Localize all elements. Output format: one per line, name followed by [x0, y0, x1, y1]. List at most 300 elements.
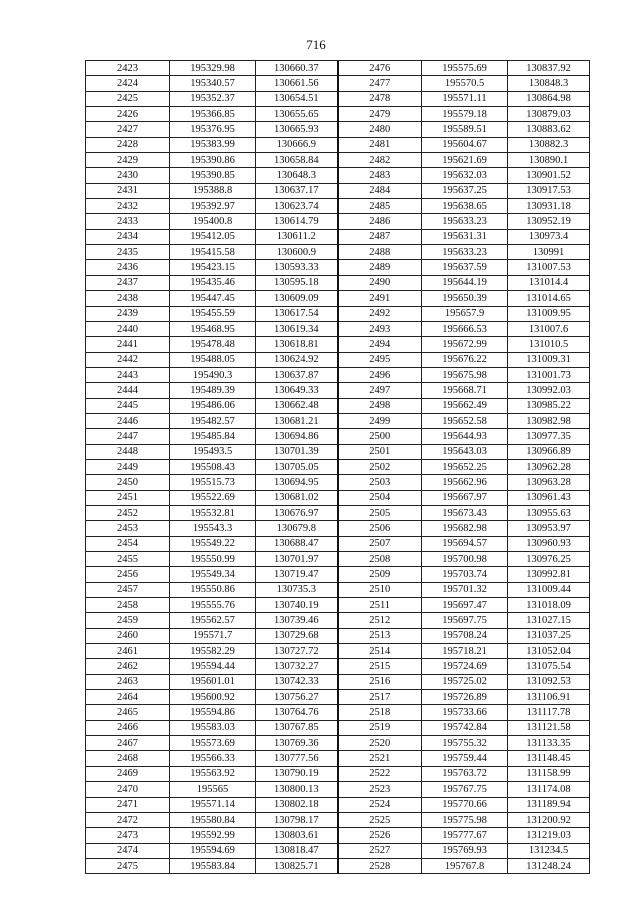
x-coordinate-right-cell: 195763.72	[422, 766, 508, 781]
x-coordinate-left-cell: 195583.03	[170, 720, 256, 735]
point-number-left-cell: 2474	[86, 843, 170, 858]
point-number-left-cell: 2438	[86, 291, 170, 306]
x-coordinate-right-cell: 195759.44	[422, 751, 508, 766]
y-coordinate-left-cell: 130694.95	[256, 475, 338, 490]
point-number-left-cell: 2423	[86, 61, 170, 76]
x-coordinate-right-cell: 195742.84	[422, 720, 508, 735]
y-coordinate-right-cell: 131174.08	[508, 782, 590, 797]
x-coordinate-right-cell: 195589.51	[422, 122, 508, 137]
y-coordinate-right-cell: 130976.25	[508, 552, 590, 567]
y-coordinate-left-cell: 130740.19	[256, 598, 338, 613]
y-coordinate-right-cell: 131037.25	[508, 628, 590, 643]
point-number-left-cell: 2457	[86, 582, 170, 597]
point-number-right-cell: 2482	[338, 153, 422, 168]
point-number-left-cell: 2436	[86, 260, 170, 275]
table-row	[86, 429, 590, 444]
x-coordinate-left-cell: 195390.86	[170, 153, 256, 168]
x-coordinate-right-cell: 195643.03	[422, 444, 508, 459]
point-number-left-cell: 2470	[86, 782, 170, 797]
point-number-left-cell: 2475	[86, 858, 170, 873]
y-coordinate-right-cell: 131009.95	[508, 306, 590, 321]
y-coordinate-right-cell: 131007.6	[508, 321, 590, 336]
point-number-right-cell: 2516	[338, 674, 422, 689]
x-coordinate-left-cell: 195543.3	[170, 521, 256, 536]
x-coordinate-left-cell: 195376.95	[170, 122, 256, 137]
y-coordinate-right-cell: 130992.03	[508, 383, 590, 398]
y-coordinate-left-cell: 130729.68	[256, 628, 338, 643]
x-coordinate-right-cell: 195604.67	[422, 137, 508, 152]
x-coordinate-left-cell: 195594.44	[170, 659, 256, 674]
x-coordinate-right-cell: 195701.32	[422, 582, 508, 597]
point-number-left-cell: 2445	[86, 398, 170, 413]
point-number-left-cell: 2465	[86, 705, 170, 720]
y-coordinate-right-cell: 131009.31	[508, 352, 590, 367]
point-number-right-cell: 2491	[338, 291, 422, 306]
x-coordinate-left-cell: 195447.45	[170, 291, 256, 306]
table-row	[86, 214, 590, 229]
table-row	[86, 183, 590, 198]
y-coordinate-right-cell: 131092.53	[508, 674, 590, 689]
point-number-left-cell: 2461	[86, 644, 170, 659]
y-coordinate-left-cell: 130654.51	[256, 91, 338, 106]
y-coordinate-right-cell: 130864.98	[508, 91, 590, 106]
point-number-right-cell: 2505	[338, 505, 422, 520]
x-coordinate-right-cell: 195672.99	[422, 337, 508, 352]
table-row	[86, 659, 590, 674]
y-coordinate-left-cell: 130681.21	[256, 413, 338, 428]
table-row	[86, 720, 590, 735]
x-coordinate-left-cell: 195573.69	[170, 736, 256, 751]
x-coordinate-left-cell: 195485.84	[170, 429, 256, 444]
point-number-right-cell: 2479	[338, 107, 422, 122]
point-number-left-cell: 2469	[86, 766, 170, 781]
point-number-left-cell: 2439	[86, 306, 170, 321]
table-row	[86, 567, 590, 582]
point-number-right-cell: 2509	[338, 567, 422, 582]
y-coordinate-left-cell: 130802.18	[256, 797, 338, 812]
y-coordinate-right-cell: 131189.94	[508, 797, 590, 812]
y-coordinate-right-cell: 131121.58	[508, 720, 590, 735]
x-coordinate-left-cell: 195549.34	[170, 567, 256, 582]
y-coordinate-right-cell: 131052.04	[508, 644, 590, 659]
point-number-left-cell: 2430	[86, 168, 170, 183]
point-number-left-cell: 2467	[86, 736, 170, 751]
x-coordinate-left-cell: 195366.85	[170, 107, 256, 122]
point-number-right-cell: 2508	[338, 552, 422, 567]
y-coordinate-left-cell: 130681.02	[256, 490, 338, 505]
y-coordinate-left-cell: 130688.47	[256, 536, 338, 551]
point-number-left-cell: 2464	[86, 690, 170, 705]
point-number-right-cell: 2503	[338, 475, 422, 490]
x-coordinate-right-cell: 195650.39	[422, 291, 508, 306]
y-coordinate-left-cell: 130679.8	[256, 521, 338, 536]
y-coordinate-left-cell: 130623.74	[256, 199, 338, 214]
point-number-left-cell: 2473	[86, 828, 170, 843]
x-coordinate-left-cell: 195582.29	[170, 644, 256, 659]
y-coordinate-left-cell: 130767.85	[256, 720, 338, 735]
x-coordinate-left-cell: 195455.59	[170, 306, 256, 321]
y-coordinate-right-cell: 130890.1	[508, 153, 590, 168]
point-number-left-cell: 2435	[86, 245, 170, 260]
table-row	[86, 306, 590, 321]
x-coordinate-right-cell: 195644.19	[422, 275, 508, 290]
y-coordinate-right-cell: 131148.45	[508, 751, 590, 766]
table-row	[86, 153, 590, 168]
x-coordinate-right-cell: 195769.93	[422, 843, 508, 858]
x-coordinate-left-cell: 195329.98	[170, 61, 256, 76]
point-number-right-cell: 2488	[338, 245, 422, 260]
y-coordinate-left-cell: 130769.36	[256, 736, 338, 751]
y-coordinate-left-cell: 130701.97	[256, 552, 338, 567]
x-coordinate-left-cell: 195340.57	[170, 76, 256, 91]
x-coordinate-right-cell: 195667.97	[422, 490, 508, 505]
point-number-left-cell: 2449	[86, 459, 170, 474]
x-coordinate-left-cell: 195388.8	[170, 183, 256, 198]
table-row	[86, 475, 590, 490]
y-coordinate-right-cell: 131075.54	[508, 659, 590, 674]
point-number-right-cell: 2478	[338, 91, 422, 106]
x-coordinate-right-cell: 195708.24	[422, 628, 508, 643]
point-number-right-cell: 2502	[338, 459, 422, 474]
table-row	[86, 536, 590, 551]
y-coordinate-left-cell: 130600.9	[256, 245, 338, 260]
x-coordinate-left-cell: 195515.73	[170, 475, 256, 490]
point-number-left-cell: 2466	[86, 720, 170, 735]
x-coordinate-right-cell: 195631.31	[422, 229, 508, 244]
point-number-left-cell: 2426	[86, 107, 170, 122]
y-coordinate-left-cell: 130719.47	[256, 567, 338, 582]
x-coordinate-right-cell: 195755.32	[422, 736, 508, 751]
y-coordinate-left-cell: 130593.33	[256, 260, 338, 275]
x-coordinate-left-cell: 195563.92	[170, 766, 256, 781]
y-coordinate-left-cell: 130611.2	[256, 229, 338, 244]
x-coordinate-right-cell: 195633.23	[422, 214, 508, 229]
point-number-left-cell: 2472	[86, 812, 170, 827]
point-number-right-cell: 2483	[338, 168, 422, 183]
y-coordinate-right-cell: 131117.78	[508, 705, 590, 720]
x-coordinate-right-cell: 195770.66	[422, 797, 508, 812]
point-number-left-cell: 2454	[86, 536, 170, 551]
y-coordinate-right-cell: 130882.3	[508, 137, 590, 152]
x-coordinate-left-cell: 195565	[170, 782, 256, 797]
point-number-right-cell: 2476	[338, 61, 422, 76]
x-coordinate-right-cell: 195726.89	[422, 690, 508, 705]
y-coordinate-left-cell: 130798.17	[256, 812, 338, 827]
point-number-right-cell: 2525	[338, 812, 422, 827]
point-number-right-cell: 2528	[338, 858, 422, 873]
table-row	[86, 598, 590, 613]
point-number-right-cell: 2507	[338, 536, 422, 551]
y-coordinate-left-cell: 130658.84	[256, 153, 338, 168]
x-coordinate-right-cell: 195637.59	[422, 260, 508, 275]
point-number-right-cell: 2493	[338, 321, 422, 336]
table-row	[86, 275, 590, 290]
x-coordinate-left-cell: 195571.7	[170, 628, 256, 643]
x-coordinate-left-cell: 195594.69	[170, 843, 256, 858]
x-coordinate-left-cell: 195392.97	[170, 199, 256, 214]
point-number-left-cell: 2451	[86, 490, 170, 505]
table-row	[86, 552, 590, 567]
y-coordinate-right-cell: 131010.5	[508, 337, 590, 352]
y-coordinate-left-cell: 130701.39	[256, 444, 338, 459]
y-coordinate-right-cell: 131001.73	[508, 367, 590, 382]
x-coordinate-right-cell: 195767.8	[422, 858, 508, 873]
y-coordinate-right-cell: 130837.92	[508, 61, 590, 76]
table-row	[86, 367, 590, 382]
table-row	[86, 199, 590, 214]
point-number-left-cell: 2452	[86, 505, 170, 520]
y-coordinate-left-cell: 130732.27	[256, 659, 338, 674]
x-coordinate-right-cell: 195668.71	[422, 383, 508, 398]
table-row	[86, 766, 590, 781]
y-coordinate-right-cell: 130917.53	[508, 183, 590, 198]
y-coordinate-right-cell: 130952.19	[508, 214, 590, 229]
x-coordinate-right-cell: 195575.69	[422, 61, 508, 76]
table-row	[86, 245, 590, 260]
table-row	[86, 644, 590, 659]
x-coordinate-left-cell: 195352.37	[170, 91, 256, 106]
x-coordinate-right-cell: 195675.98	[422, 367, 508, 382]
point-number-left-cell: 2425	[86, 91, 170, 106]
y-coordinate-left-cell: 130739.46	[256, 613, 338, 628]
coordinates-table-body	[86, 61, 590, 874]
x-coordinate-right-cell: 195697.75	[422, 613, 508, 628]
x-coordinate-left-cell: 195488.05	[170, 352, 256, 367]
point-number-right-cell: 2489	[338, 260, 422, 275]
point-number-left-cell: 2447	[86, 429, 170, 444]
x-coordinate-left-cell: 195532.81	[170, 505, 256, 520]
point-number-right-cell: 2523	[338, 782, 422, 797]
y-coordinate-left-cell: 130660.37	[256, 61, 338, 76]
y-coordinate-right-cell: 131027.15	[508, 613, 590, 628]
y-coordinate-right-cell: 131007.53	[508, 260, 590, 275]
y-coordinate-left-cell: 130756.27	[256, 690, 338, 705]
y-coordinate-left-cell: 130619.34	[256, 321, 338, 336]
y-coordinate-right-cell: 131219.03	[508, 828, 590, 843]
table-row	[86, 505, 590, 520]
table-row	[86, 383, 590, 398]
point-number-left-cell: 2458	[86, 598, 170, 613]
x-coordinate-right-cell: 195621.69	[422, 153, 508, 168]
x-coordinate-left-cell: 195580.84	[170, 812, 256, 827]
x-coordinate-left-cell: 195415.58	[170, 245, 256, 260]
x-coordinate-left-cell: 195486.06	[170, 398, 256, 413]
y-coordinate-right-cell: 130977.35	[508, 429, 590, 444]
y-coordinate-right-cell: 130985.22	[508, 398, 590, 413]
x-coordinate-right-cell: 195637.25	[422, 183, 508, 198]
table-row	[86, 444, 590, 459]
point-number-left-cell: 2456	[86, 567, 170, 582]
x-coordinate-left-cell: 195383.99	[170, 137, 256, 152]
point-number-right-cell: 2506	[338, 521, 422, 536]
point-number-right-cell: 2480	[338, 122, 422, 137]
point-number-right-cell: 2496	[338, 367, 422, 382]
x-coordinate-left-cell: 195601.01	[170, 674, 256, 689]
point-number-right-cell: 2524	[338, 797, 422, 812]
x-coordinate-right-cell: 195662.96	[422, 475, 508, 490]
table-row	[86, 828, 590, 843]
table-row	[86, 613, 590, 628]
x-coordinate-right-cell: 195673.43	[422, 505, 508, 520]
x-coordinate-right-cell: 195652.58	[422, 413, 508, 428]
y-coordinate-right-cell: 131018.09	[508, 598, 590, 613]
point-number-left-cell: 2444	[86, 383, 170, 398]
x-coordinate-left-cell: 195493.5	[170, 444, 256, 459]
point-number-right-cell: 2511	[338, 598, 422, 613]
point-number-left-cell: 2463	[86, 674, 170, 689]
point-number-left-cell: 2424	[86, 76, 170, 91]
y-coordinate-right-cell: 130973.4	[508, 229, 590, 244]
point-number-right-cell: 2500	[338, 429, 422, 444]
table-row	[86, 858, 590, 873]
x-coordinate-left-cell: 195600.92	[170, 690, 256, 705]
y-coordinate-right-cell: 131009.44	[508, 582, 590, 597]
point-number-right-cell: 2477	[338, 76, 422, 91]
point-number-left-cell: 2460	[86, 628, 170, 643]
x-coordinate-left-cell: 195412.05	[170, 229, 256, 244]
point-number-right-cell: 2504	[338, 490, 422, 505]
x-coordinate-left-cell: 195508.43	[170, 459, 256, 474]
x-coordinate-right-cell: 195662.49	[422, 398, 508, 413]
y-coordinate-left-cell: 130800.13	[256, 782, 338, 797]
point-number-left-cell: 2453	[86, 521, 170, 536]
x-coordinate-right-cell: 195718.21	[422, 644, 508, 659]
point-number-right-cell: 2517	[338, 690, 422, 705]
point-number-left-cell: 2429	[86, 153, 170, 168]
point-number-right-cell: 2484	[338, 183, 422, 198]
x-coordinate-right-cell: 195777.67	[422, 828, 508, 843]
x-coordinate-right-cell: 195682.98	[422, 521, 508, 536]
point-number-left-cell: 2462	[86, 659, 170, 674]
x-coordinate-right-cell: 195571.11	[422, 91, 508, 106]
y-coordinate-right-cell: 131158.99	[508, 766, 590, 781]
y-coordinate-right-cell: 130848.3	[508, 76, 590, 91]
table-row	[86, 398, 590, 413]
table-row	[86, 122, 590, 137]
y-coordinate-right-cell: 130879.03	[508, 107, 590, 122]
x-coordinate-right-cell: 195652.25	[422, 459, 508, 474]
point-number-left-cell: 2471	[86, 797, 170, 812]
point-number-right-cell: 2510	[338, 582, 422, 597]
table-row	[86, 76, 590, 91]
y-coordinate-left-cell: 130637.17	[256, 183, 338, 198]
y-coordinate-right-cell: 131248.24	[508, 858, 590, 873]
table-row	[86, 521, 590, 536]
y-coordinate-left-cell: 130818.47	[256, 843, 338, 858]
point-number-right-cell: 2495	[338, 352, 422, 367]
point-number-right-cell: 2526	[338, 828, 422, 843]
x-coordinate-right-cell: 195638.65	[422, 199, 508, 214]
y-coordinate-right-cell: 131133.35	[508, 736, 590, 751]
point-number-left-cell: 2427	[86, 122, 170, 137]
y-coordinate-left-cell: 130803.61	[256, 828, 338, 843]
point-number-left-cell: 2431	[86, 183, 170, 198]
x-coordinate-right-cell: 195579.18	[422, 107, 508, 122]
point-number-right-cell: 2486	[338, 214, 422, 229]
table-row	[86, 352, 590, 367]
y-coordinate-right-cell: 130901.52	[508, 168, 590, 183]
point-number-left-cell: 2468	[86, 751, 170, 766]
point-number-left-cell: 2443	[86, 367, 170, 382]
x-coordinate-left-cell: 195566.33	[170, 751, 256, 766]
table-row	[86, 137, 590, 152]
point-number-right-cell: 2497	[338, 383, 422, 398]
table-row	[86, 168, 590, 183]
x-coordinate-left-cell: 195482.57	[170, 413, 256, 428]
y-coordinate-left-cell: 130614.79	[256, 214, 338, 229]
y-coordinate-left-cell: 130648.3	[256, 168, 338, 183]
x-coordinate-left-cell: 195423.15	[170, 260, 256, 275]
y-coordinate-left-cell: 130705.05	[256, 459, 338, 474]
x-coordinate-left-cell: 195550.86	[170, 582, 256, 597]
y-coordinate-right-cell: 130992.81	[508, 567, 590, 582]
point-number-right-cell: 2481	[338, 137, 422, 152]
x-coordinate-left-cell: 195592.99	[170, 828, 256, 843]
y-coordinate-left-cell: 130662.48	[256, 398, 338, 413]
x-coordinate-right-cell: 195657.9	[422, 306, 508, 321]
point-number-right-cell: 2513	[338, 628, 422, 643]
y-coordinate-right-cell: 131234.5	[508, 843, 590, 858]
point-number-right-cell: 2520	[338, 736, 422, 751]
y-coordinate-right-cell: 130982.98	[508, 413, 590, 428]
table-row	[86, 812, 590, 827]
point-number-right-cell: 2485	[338, 199, 422, 214]
x-coordinate-right-cell: 195666.53	[422, 321, 508, 336]
point-number-right-cell: 2515	[338, 659, 422, 674]
y-coordinate-left-cell: 130742.33	[256, 674, 338, 689]
table-row	[86, 260, 590, 275]
y-coordinate-right-cell: 130955.63	[508, 505, 590, 520]
y-coordinate-left-cell: 130764.76	[256, 705, 338, 720]
y-coordinate-left-cell: 130825.71	[256, 858, 338, 873]
x-coordinate-left-cell: 195400.8	[170, 214, 256, 229]
y-coordinate-right-cell: 131014.65	[508, 291, 590, 306]
point-number-left-cell: 2450	[86, 475, 170, 490]
table-row	[86, 413, 590, 428]
point-number-right-cell: 2518	[338, 705, 422, 720]
table-row	[86, 321, 590, 336]
x-coordinate-right-cell: 195633.23	[422, 245, 508, 260]
table-row	[86, 751, 590, 766]
y-coordinate-left-cell: 130790.19	[256, 766, 338, 781]
x-coordinate-right-cell: 195703.74	[422, 567, 508, 582]
y-coordinate-left-cell: 130735.3	[256, 582, 338, 597]
y-coordinate-right-cell: 130883.62	[508, 122, 590, 137]
point-number-right-cell: 2512	[338, 613, 422, 628]
y-coordinate-right-cell: 130931.18	[508, 199, 590, 214]
x-coordinate-left-cell: 195390.85	[170, 168, 256, 183]
y-coordinate-left-cell: 130727.72	[256, 644, 338, 659]
y-coordinate-right-cell: 130960.93	[508, 536, 590, 551]
table-row	[86, 674, 590, 689]
point-number-right-cell: 2522	[338, 766, 422, 781]
point-number-left-cell: 2434	[86, 229, 170, 244]
x-coordinate-right-cell: 195700.98	[422, 552, 508, 567]
point-number-right-cell: 2519	[338, 720, 422, 735]
y-coordinate-left-cell: 130777.56	[256, 751, 338, 766]
point-number-left-cell: 2441	[86, 337, 170, 352]
table-row	[86, 797, 590, 812]
x-coordinate-left-cell: 195583.84	[170, 858, 256, 873]
y-coordinate-right-cell: 131106.91	[508, 690, 590, 705]
y-coordinate-left-cell: 130618.81	[256, 337, 338, 352]
x-coordinate-left-cell: 195522.69	[170, 490, 256, 505]
table-row	[86, 736, 590, 751]
point-number-left-cell: 2455	[86, 552, 170, 567]
x-coordinate-right-cell: 195724.69	[422, 659, 508, 674]
point-number-left-cell: 2440	[86, 321, 170, 336]
coordinates-table	[85, 60, 590, 874]
